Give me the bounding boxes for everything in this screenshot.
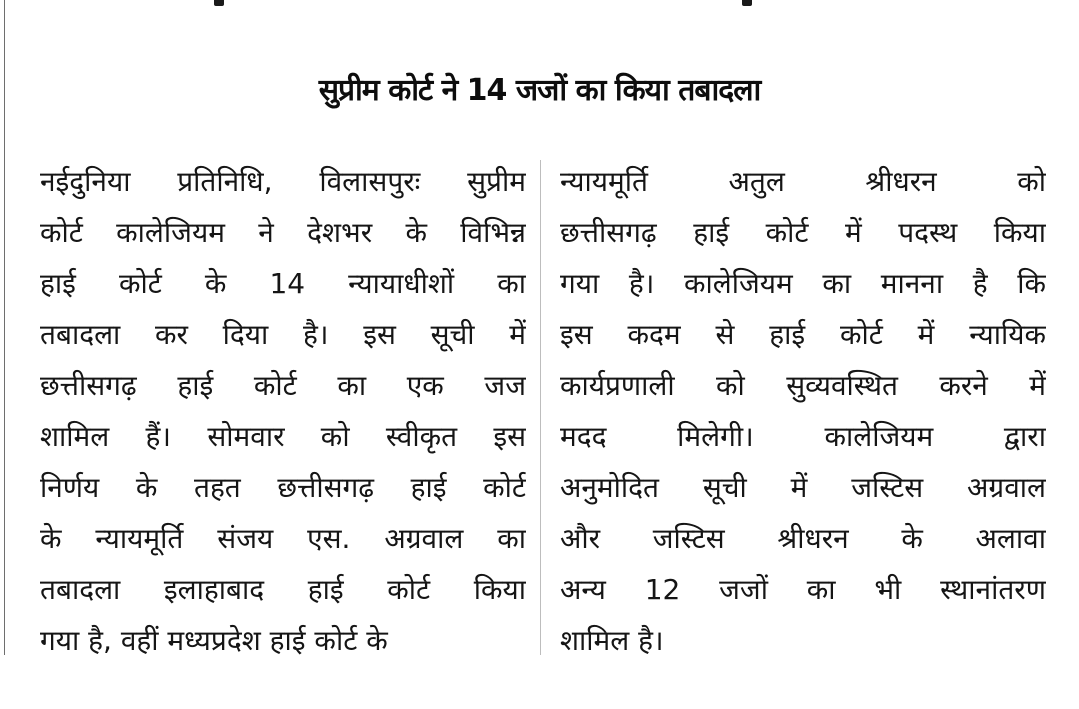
article-text-line: अन्य 12 जजों का भी स्थानांतरण: [560, 573, 1046, 606]
article-text-line: नईदुनिया प्रतिनिधि, विलासपुरः सुप्रीम: [40, 165, 526, 198]
article-text-line: गया है। कालेजियम का मानना है कि: [560, 267, 1046, 300]
article-text-line: छत्तीसगढ़ हाई कोर्ट का एक जज: [40, 369, 526, 402]
article-text-line: तबादला इलाहाबाद हाई कोर्ट किया: [40, 573, 526, 606]
article-text-line: मदद मिलेगी। कालेजियम द्वारा: [560, 420, 1046, 453]
article-text-line: निर्णय के तहत छत्तीसगढ़ हाई कोर्ट: [40, 471, 526, 504]
article-text-line: न्यायमूर्ति अतुल श्रीधरन को: [560, 165, 1046, 198]
article-text-line: शामिल है।: [560, 624, 664, 657]
article-text-line: इस कदम से हाई कोर्ट में न्यायिक: [560, 318, 1046, 351]
article-text-line: अनुमोदित सूची में जस्टिस अग्रवाल: [560, 471, 1046, 504]
article-text-line: हाई कोर्ट के 14 न्यायाधीशों का: [40, 267, 526, 300]
article-text-line: शामिल हैं। सोमवार को स्वीकृत इस: [40, 420, 526, 453]
article-text-line: तबादला कर दिया है। इस सूची में: [40, 318, 526, 351]
column-divider: [540, 160, 541, 655]
article-text-line: के न्यायमूर्ति संजय एस. अग्रवाल का: [40, 522, 526, 555]
article-text-line: कोर्ट कालेजियम ने देशभर के विभिन्न: [40, 216, 526, 249]
article-headline: सुप्रीम कोर्ट ने 14 जजों का किया तबादला: [318, 73, 761, 108]
article-text-line: गया है, वहीं मध्यप्रदेश हाई कोर्ट के: [40, 624, 388, 657]
article-left-column: [40, 156, 526, 666]
article-right-column: [560, 156, 1046, 666]
article-text-line: छत्तीसगढ़ हाई कोर्ट में पदस्थ किया: [560, 216, 1046, 249]
article-text-line: कार्यप्रणाली को सुव्यवस्थित करने में: [560, 369, 1046, 402]
cropped-previous-text: [0, 0, 1079, 10]
article-text-line: और जस्टिस श्रीधरन के अलावा: [560, 522, 1046, 555]
